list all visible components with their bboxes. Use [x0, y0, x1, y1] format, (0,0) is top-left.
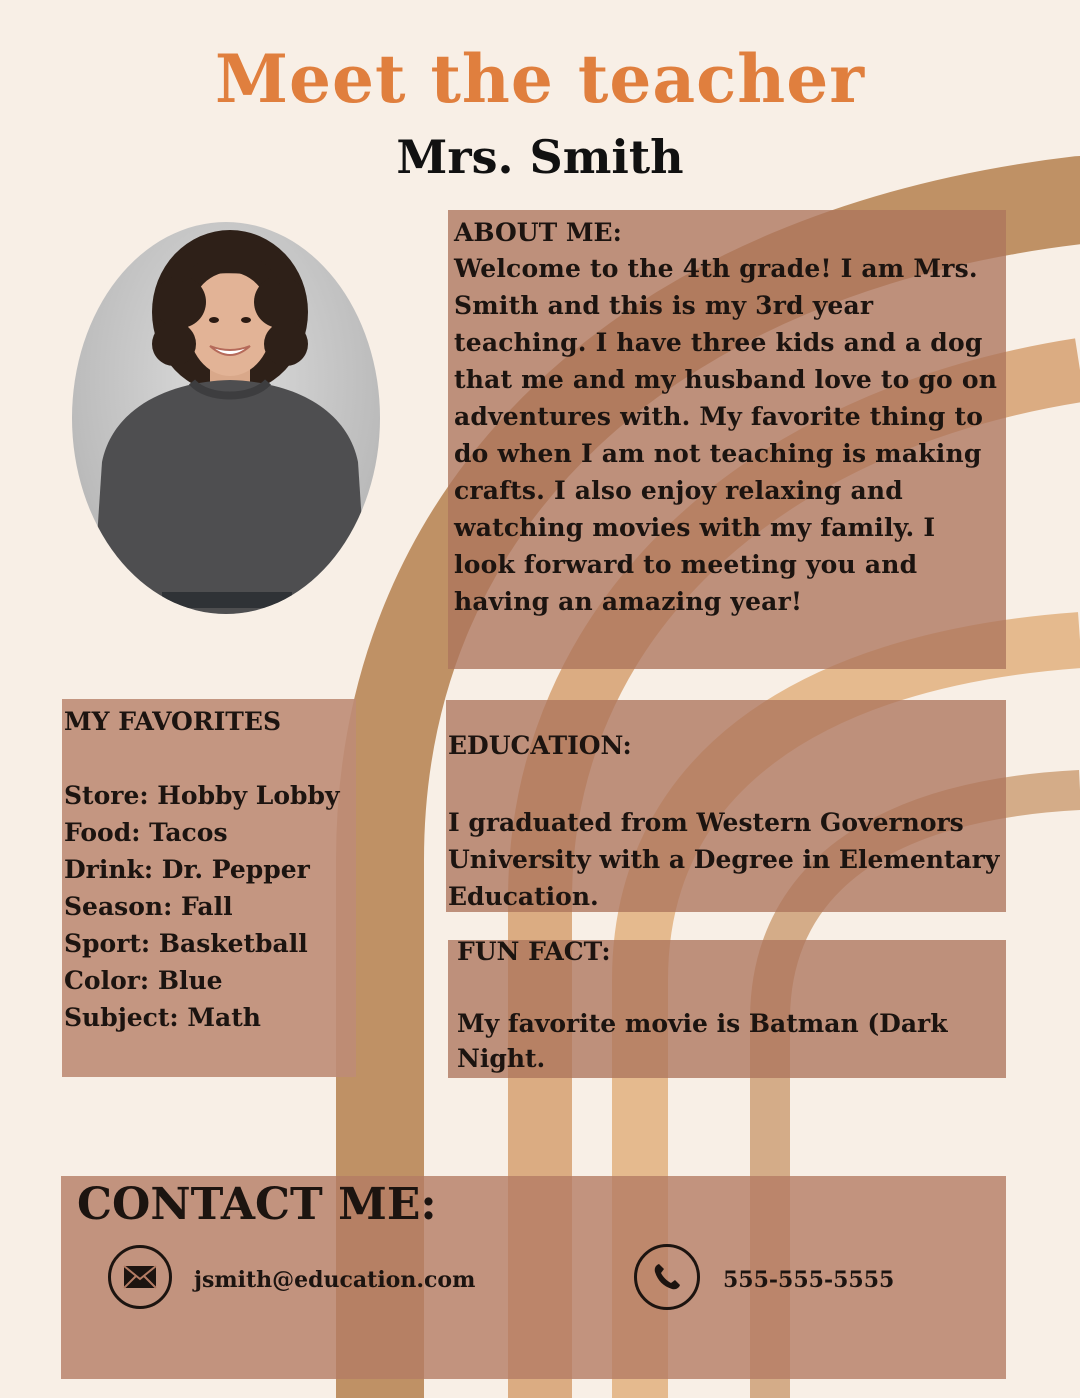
- favorite-sport: Sport: Basketball: [64, 929, 308, 958]
- favorite-drink: Drink: Dr. Pepper: [64, 855, 310, 884]
- education-heading: EDUCATION:: [448, 731, 632, 760]
- education-text: I graduated from Western Governors University with a Degree in Elementary Education.: [448, 808, 1000, 911]
- favorites-heading: MY FAVORITES: [64, 707, 282, 736]
- about-me-heading: ABOUT ME:: [454, 218, 622, 247]
- favorite-subject: Subject: Math: [64, 1003, 261, 1032]
- teacher-name: Mrs. Smith: [396, 130, 684, 184]
- fun-fact-heading: FUN FACT:: [457, 937, 611, 966]
- contact-heading: CONTACT ME:: [77, 1179, 437, 1230]
- contact-panel: [61, 1176, 1006, 1379]
- about-me-panel: [448, 210, 1006, 669]
- favorite-color: Color: Blue: [64, 966, 223, 995]
- about-me-text: Welcome to the 4th grade! I am Mrs. Smith and this is my 3rd year teaching. I have three kids and a dog that me and my husband love to go on adventures with. My favorite thing to do when I am not teaching is making crafts. I also enjoy relaxing and watching movies with my family. I look forward to meeting you and having an amazing year!: [454, 254, 998, 616]
- contact-email-link[interactable]: jsmith@education.com: [194, 1267, 476, 1293]
- favorite-season: Season: Fall: [64, 892, 233, 921]
- page-title: Meet the teacher: [214, 40, 866, 118]
- phone-icon: [634, 1244, 700, 1310]
- fun-fact-text: My favorite movie is Batman (Dark Night.: [457, 1009, 948, 1073]
- favorite-store: Store: Hobby Lobby: [64, 781, 340, 810]
- favorite-food: Food: Tacos: [64, 818, 228, 847]
- favorites-panel: [62, 699, 356, 1077]
- contact-phone-link[interactable]: 555-555-5555: [723, 1267, 895, 1293]
- fun-fact-panel: [448, 937, 1006, 1078]
- teacher-photo: [72, 222, 380, 614]
- education-panel: [446, 700, 1006, 912]
- envelope-icon: [108, 1245, 172, 1309]
